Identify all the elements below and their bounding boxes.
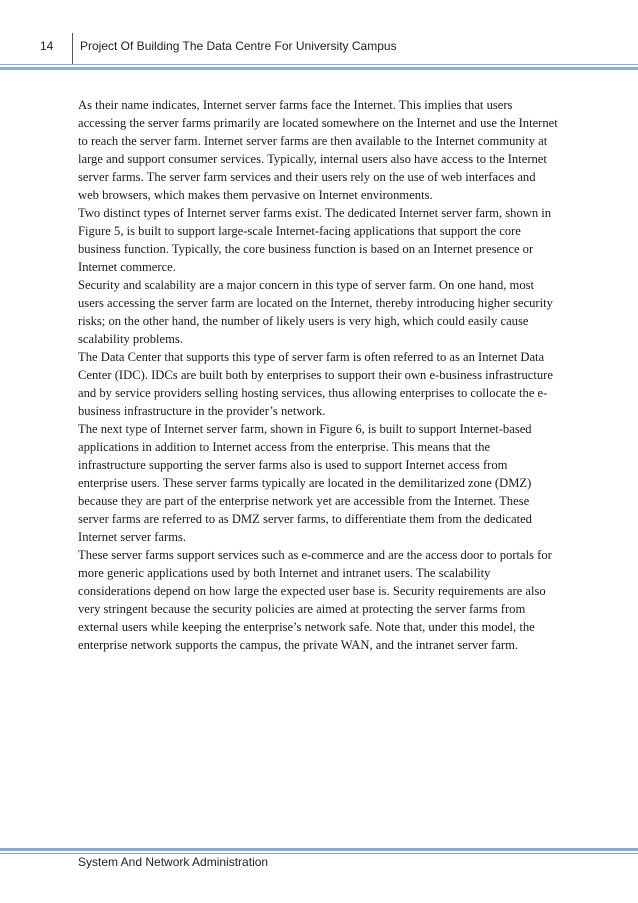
header-divider — [72, 33, 73, 65]
header-rule-thick — [0, 67, 638, 70]
footer-rule-thick — [0, 848, 638, 851]
paragraph-6: These server farms support services such as e-commerce and are the access door to portals for more generic applications used by both Internet and intranet users. The scalability considerations depend on how large the expected user base is. Security requirements are also very stringent because the security policies are aimed at protecting the server farms from external users while keeping the enterprise’s network safe. Note that, under this model, the enterprise network supports the campus, the private WAN, and the intranet server farm. — [78, 548, 552, 652]
header-title: Project Of Building The Data Centre For University Campus — [80, 39, 397, 53]
paragraph-2: Two distinct types of Internet server farms exist. The dedicated Internet server farm, shown in Figure 5, is built to support large-scale Internet-facing applications that support the core business function. Typically, the core business function is based on an Internet presence or Internet commerce. — [78, 206, 552, 274]
paragraph-1: As their name indicates, Internet server farms face the Internet. This implies that users accessing the server farms primarily are located somewhere on the Internet and use the Internet to reach the server farm. Internet server farms are then available to the Internet community at large and support consumer services. Typically, internal users also have access to the Internet server farms. The server farm services and their users rely on the use of web interfaces and web browsers, which makes them pervasive on Internet environments. — [78, 98, 558, 202]
page-header — [0, 0, 638, 70]
page-number: 14 — [40, 39, 54, 53]
paragraph-4: The Data Center that supports this type of server farm is often referred to as an Internet Data Center (IDC). IDCs are built both by enterprises to support their own e-business infrastructure and by service providers selling hosting services, thus allowing enterprises to collocate the e-business infrastructure in the provider’s network. — [78, 350, 553, 418]
paragraph-3: Security and scalability are a major concern in this type of server farm. On one hand, most users accessing the server farm are located on the Internet, thereby introducing higher security risks; on the other hand, the number of likely users is very high, which could easily cause scalability problems. — [78, 278, 553, 346]
footer-text: System And Network Administration — [78, 855, 269, 869]
paragraph-5: The next type of Internet server farm, shown in Figure 6, is built to support Internet-based applications in addition to Internet access from the enterprise. This means that the infrastructure supporting the server farms also is used to support Internet access from enterprise users. These server farms typically are located in the demilitarized zone (DMZ) because they are part of the enterprise network yet are accessible from the Internet. These server farms are referred to as DMZ server farms, to differentiate them from the dedicated Internet server farms. — [78, 422, 532, 544]
header-rule-thin — [0, 64, 638, 65]
footer-rule-thin — [0, 853, 638, 854]
body-text — [78, 96, 558, 654]
